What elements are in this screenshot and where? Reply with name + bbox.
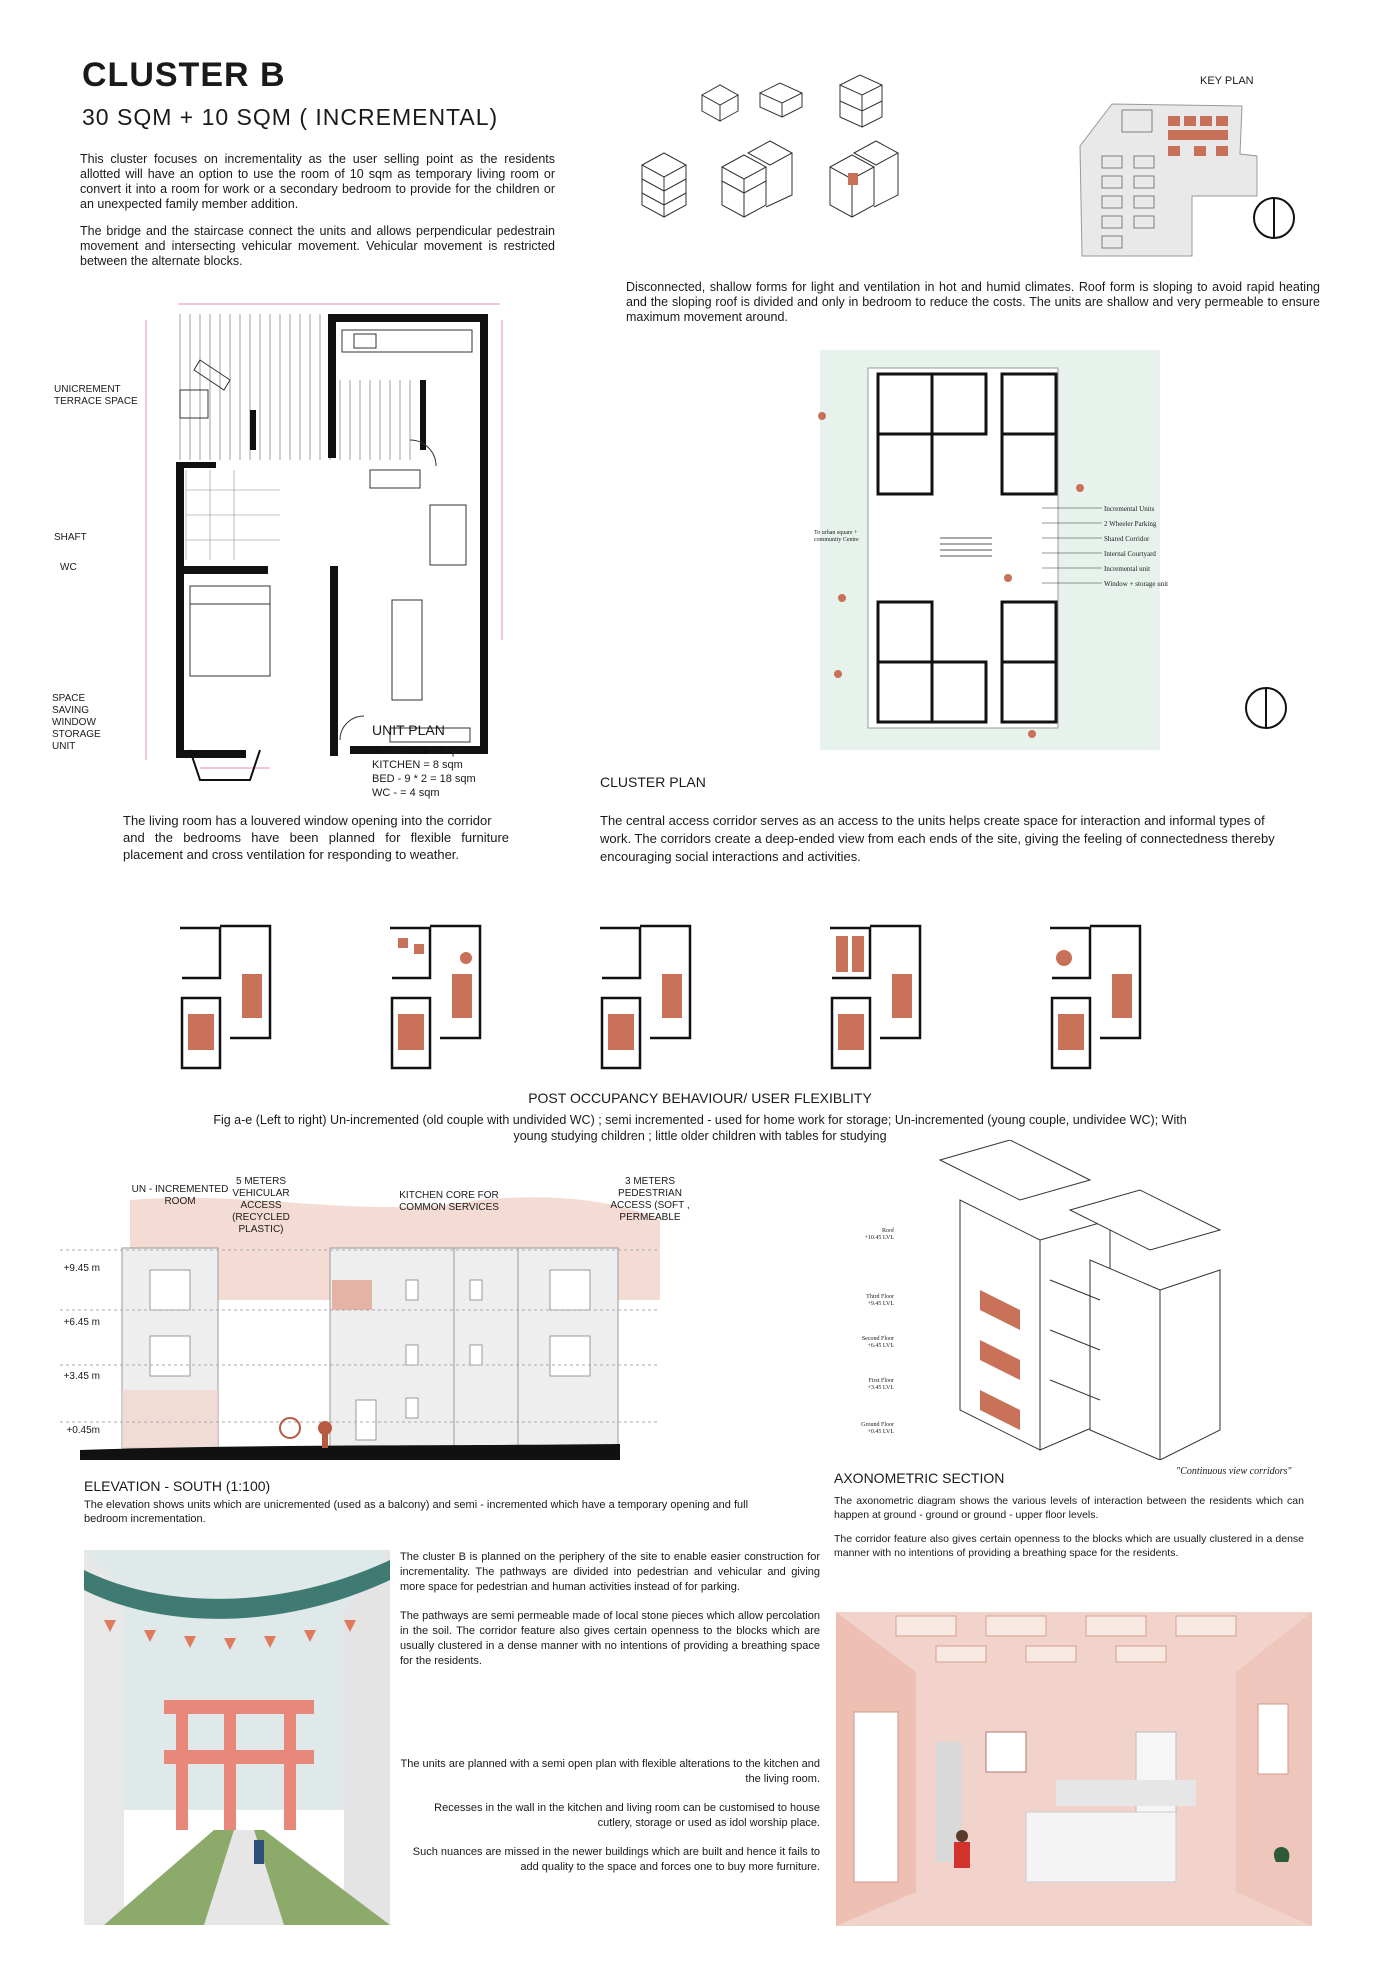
level-label: +9.45 m xyxy=(63,1263,100,1274)
floor-label: Second Floor +6.45 LVL xyxy=(861,1336,894,1349)
courtyard-render xyxy=(84,1550,390,1925)
axonometric-floor-labels xyxy=(850,1228,894,1436)
north-arrow-icon xyxy=(1252,196,1296,240)
unit-plan-drawing xyxy=(130,290,530,790)
unit-area-list xyxy=(372,744,512,800)
incremental-block xyxy=(848,173,858,185)
cluster-plan-title: CLUSTER PLAN xyxy=(600,774,706,790)
legend-item: 2 Wheeler Parking xyxy=(1104,520,1157,528)
key-plan-label: KEY PLAN xyxy=(1200,75,1254,87)
axonometric-paragraph-1: The axonometric diagram shows the various levels of interaction between the residents which can happen at ground - ground or ground - upper floor levels. xyxy=(834,1495,1304,1521)
bottom-paragraph-4: Recesses in the wall in the kitchen and living room can be customised to house cutlery, storage or used as idol worship place. xyxy=(434,1802,820,1829)
elevation-annotation: KITCHEN CORE FOR COMMON SERVICES xyxy=(399,1190,499,1213)
legend-item: Shared Corridor xyxy=(1104,535,1150,543)
level-label: +0.45m xyxy=(66,1425,100,1436)
floor-label: First Floor +3.45 LVL xyxy=(867,1378,894,1391)
area-row: BED - 9 * 2 = 18 sqm xyxy=(372,773,476,785)
massing-diagram xyxy=(640,55,960,235)
bottom-paragraph-5: Such nuances are missed in the newer buildings which are built and hence it fails to add quality to the space and forces one to buy more furniture. xyxy=(412,1846,820,1873)
intro-text xyxy=(80,152,555,281)
level-label: +6.45 m xyxy=(63,1317,100,1328)
floor-label: Third Floor +9.45 LVL xyxy=(866,1294,894,1307)
legend-item: Incremental Units xyxy=(1104,505,1155,513)
floor-label: Ground Floor +0.45 LVL xyxy=(861,1422,894,1435)
area-row: LIVING - = 10 sqm xyxy=(372,745,464,757)
elevation-title: ELEVATION - SOUTH (1:100) xyxy=(84,1478,271,1494)
axonometric-text xyxy=(834,1494,1304,1560)
axonometric-quote: "Continuous view corridors" xyxy=(1176,1466,1292,1477)
cluster-legend xyxy=(1104,502,1168,592)
area-row: WC - = 4 sqm xyxy=(372,787,440,799)
elevation-description: The elevation shows units which are unicremented (used as a balcony) and semi - incremented which have a temporary opening and full bedroom incrementation. xyxy=(84,1499,749,1525)
unit-plan-title: UNIT PLAN xyxy=(372,722,445,738)
intro-paragraph-2: The bridge and the staircase connect the units and allows perpendicular pedestrain movement and intersecting vehicular movement. Vehicular movement is restricted between the alternate blocks. xyxy=(80,224,555,268)
axonometric-title: AXONOMETRIC SECTION xyxy=(834,1470,1005,1486)
elevation-annotation: 3 METERS PEDESTRIAN ACCESS (SOFT , PERMEABLE xyxy=(610,1176,690,1223)
floor-label: Roof +10.45 LVL xyxy=(864,1228,894,1241)
elevation-annotation: UN - INCREMENTED ROOM xyxy=(131,1184,229,1207)
key-plan xyxy=(1072,96,1272,266)
window-storage-label: SPACE SAVING WINDOW STORAGE UNIT xyxy=(52,693,101,752)
bottom-paragraph-2: The pathways are semi permeable made of local stone pieces which allow percolation in the soil. The corridor feature also gives certain openness to the blocks which are usually clustered in a dense manner with no intentions of providing a breathing space for the residents. xyxy=(400,1610,820,1667)
legend-item: Window + storage unit xyxy=(1104,580,1169,588)
legend-item: Incremental unit xyxy=(1104,565,1151,573)
elevation-levels xyxy=(60,1242,100,1458)
interior-render xyxy=(836,1612,1312,1926)
cluster-plan-description: The central access corridor serves as an access to the units helps create space for interaction and informal types of work. The corridors create a deep-ended view from each ends of the site, giving the feeling of connectedness thereby encouraging social interactions and activities. xyxy=(600,813,1275,864)
level-label: +3.45 m xyxy=(63,1371,100,1382)
unit-plan-description: The living room has a louvered window opening into the corridor and the bedrooms have been planned for flexible furniture placement and cross ventilation for responding to weather. xyxy=(123,813,509,862)
elevation-annotation: 5 METERS VEHICULAR ACCESS (RECYCLED PLASTIC) xyxy=(232,1176,290,1235)
post-occupancy-plans xyxy=(170,918,1190,1086)
area-row: KITCHEN = 8 sqm xyxy=(372,759,463,771)
cluster-note: To urban square + community Centre xyxy=(814,530,859,543)
page-subtitle: 30 SQM + 10 SQM ( INCREMENTAL) xyxy=(82,104,499,130)
shaft-label: SHAFT xyxy=(54,532,87,543)
terrace-label: UNICREMENT TERRACE SPACE xyxy=(54,384,138,407)
post-occupancy-title: POST OCCUPANCY BEHAVIOUR/ USER FLEXIBLITY xyxy=(528,1090,872,1106)
intro-paragraph-1: This cluster focuses on incrementality as the user selling point as the residents allotted will have an option to use the room of 10 sqm as temporary living room or convert it into a room for work or a secondary bedroom to provide for the children or an unexpected family member addition. xyxy=(80,152,555,211)
post-occupancy-caption: Fig a-e (Left to right) Un-incremented (old couple with undivided WC) ; semi incremented - used for home work for storage; Un-incremented (young couple, undividee WC); With young studying children ; little older children with tables for studying xyxy=(213,1113,1187,1143)
massing-text: Disconnected, shallow forms for light and ventilation in hot and humid climates. Roof form is sloping to avoid rapid heating and the sloping roof is divided and only in bedroom to reduce the costs. The units are shallow and very permeable to ensure maximum movement around. xyxy=(626,280,1320,324)
page-title: CLUSTER B xyxy=(82,56,286,94)
legend-item: Internal Courtyard xyxy=(1104,550,1156,558)
bottom-text xyxy=(400,1550,820,1875)
axonometric-paragraph-2: The corridor feature also gives certain openness to the blocks which are usually clustered in a dense manner with no intentions of providing a breathing space for the residents. xyxy=(834,1533,1304,1559)
bottom-paragraph-1: The cluster B is planned on the periphery of the site to enable easier construction for incrementality. The pathways are divided into pedestrian and vehicular and giving more space for pedestrian and human activities instead of for parking. xyxy=(400,1551,820,1593)
north-arrow-icon xyxy=(1244,686,1288,730)
bottom-paragraph-3: The units are planned with a semi open plan with flexible alterations to the kitchen and the living room. xyxy=(400,1758,820,1785)
axonometric-drawing xyxy=(900,1140,1240,1460)
wc-label: WC xyxy=(60,562,77,573)
